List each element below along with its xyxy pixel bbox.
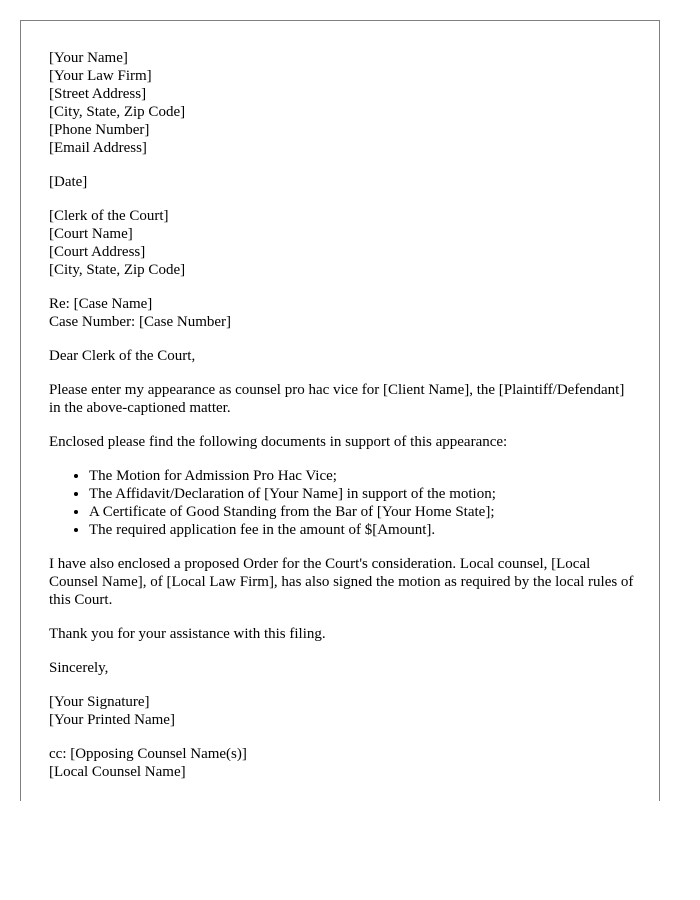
recipient-court-address: [Court Address]: [49, 244, 146, 260]
re-case-number: Case Number: [Case Number]: [49, 314, 232, 330]
salutation: Dear Clerk of the Court,: [49, 348, 196, 364]
cc-block: [49, 745, 639, 781]
recipient-court-name: [Court Name]: [49, 226, 133, 242]
list-item: • The required application fee in the amount of $[Amount].: [89, 521, 639, 539]
list-item: • The Motion for Admission Pro Hac Vice;: [89, 467, 639, 485]
recipient-address-block: [49, 207, 639, 279]
cc-local-counsel: [Local Counsel Name]: [49, 764, 186, 780]
sender-phone: [Phone Number]: [49, 122, 150, 138]
enclosures-list: [49, 467, 639, 539]
body-paragraph-enclosures-intro: Enclosed please find the following documents in support of this appearance:: [49, 434, 508, 450]
cc-opposing-counsel: cc: [Opposing Counsel Name(s)]: [49, 746, 247, 762]
letter-page: [20, 20, 660, 801]
body-paragraph-thanks: Thank you for your assistance with this filing.: [49, 626, 326, 642]
letter-content: [49, 49, 639, 797]
sender-email: [Email Address]: [49, 140, 147, 156]
list-item: • The Affidavit/Declaration of [Your Name] in support of the motion;: [89, 485, 639, 503]
sender-name: [Your Name]: [49, 50, 128, 66]
recipient-clerk: [Clerk of the Court]: [49, 208, 169, 224]
re-case-name: Re: [Case Name]: [49, 296, 153, 312]
sender-city: [City, State, Zip Code]: [49, 104, 186, 120]
printed-name: [Your Printed Name]: [49, 712, 175, 728]
body-paragraph-appearance: Please enter my appearance as counsel pro hac vice for [Client Name], the [Plaintiff/Defendant] in the above-captioned matter.: [49, 382, 625, 416]
body-paragraph-proposed-order: I have also enclosed a proposed Order for the Court's consideration. Local counsel, [Local Counsel Name], of [Local Law Firm], has also signed the motion as required by the local rules of this Court.: [49, 556, 634, 608]
sender-street: [Street Address]: [49, 86, 147, 102]
sender-address-block: [49, 49, 639, 157]
sender-firm: [Your Law Firm]: [49, 68, 152, 84]
signature-line: [Your Signature]: [49, 694, 150, 710]
date-block: [49, 173, 639, 191]
closing: Sincerely,: [49, 660, 109, 676]
list-item: • A Certificate of Good Standing from the Bar of [Your Home State];: [89, 503, 639, 521]
re-block: [49, 295, 639, 331]
letter-date: [Date]: [49, 174, 88, 190]
recipient-city: [City, State, Zip Code]: [49, 262, 186, 278]
signature-block: [49, 693, 639, 729]
